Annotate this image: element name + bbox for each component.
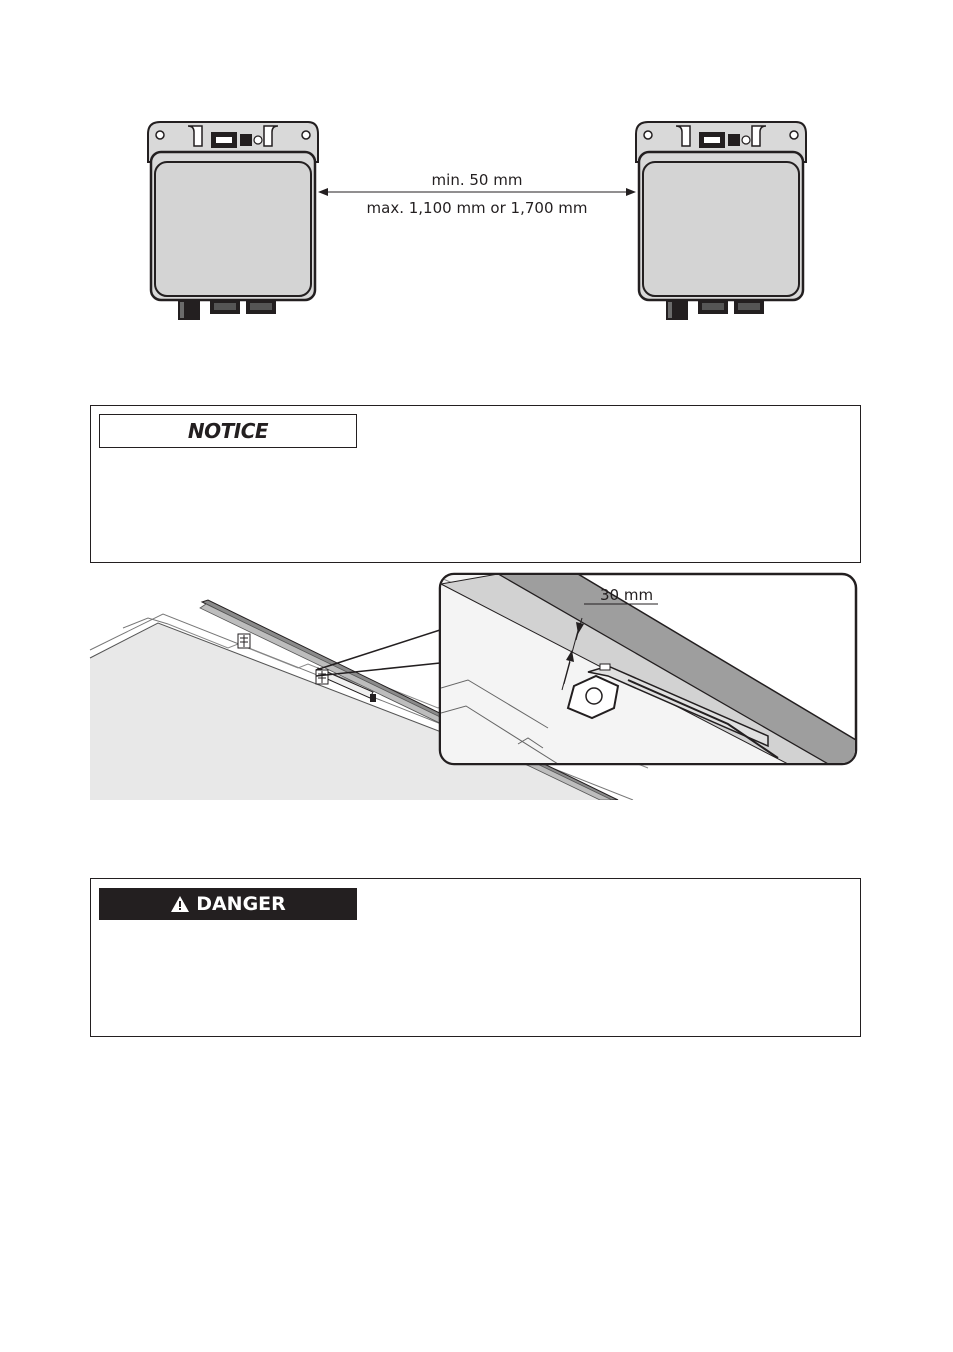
danger-label — [99, 888, 357, 920]
thirty-mm-label: 30 mm — [600, 586, 654, 604]
inverter-spacing-figure — [0, 0, 953, 340]
inverter-right — [636, 122, 806, 320]
danger-box — [90, 878, 861, 1037]
mounting-detail-figure — [88, 568, 863, 800]
max-distance-label: max. 1,100 mm or 1,700 mm — [366, 199, 588, 217]
danger-label-text: DANGER — [196, 893, 286, 915]
notice-label: NOTICE — [99, 414, 357, 448]
min-distance-label: min. 50 mm — [431, 171, 523, 189]
warning-triangle-icon — [170, 895, 190, 913]
distance-arrow — [318, 188, 636, 196]
inverter-left — [148, 122, 318, 320]
detail-view — [440, 574, 856, 764]
notice-box — [90, 405, 861, 563]
